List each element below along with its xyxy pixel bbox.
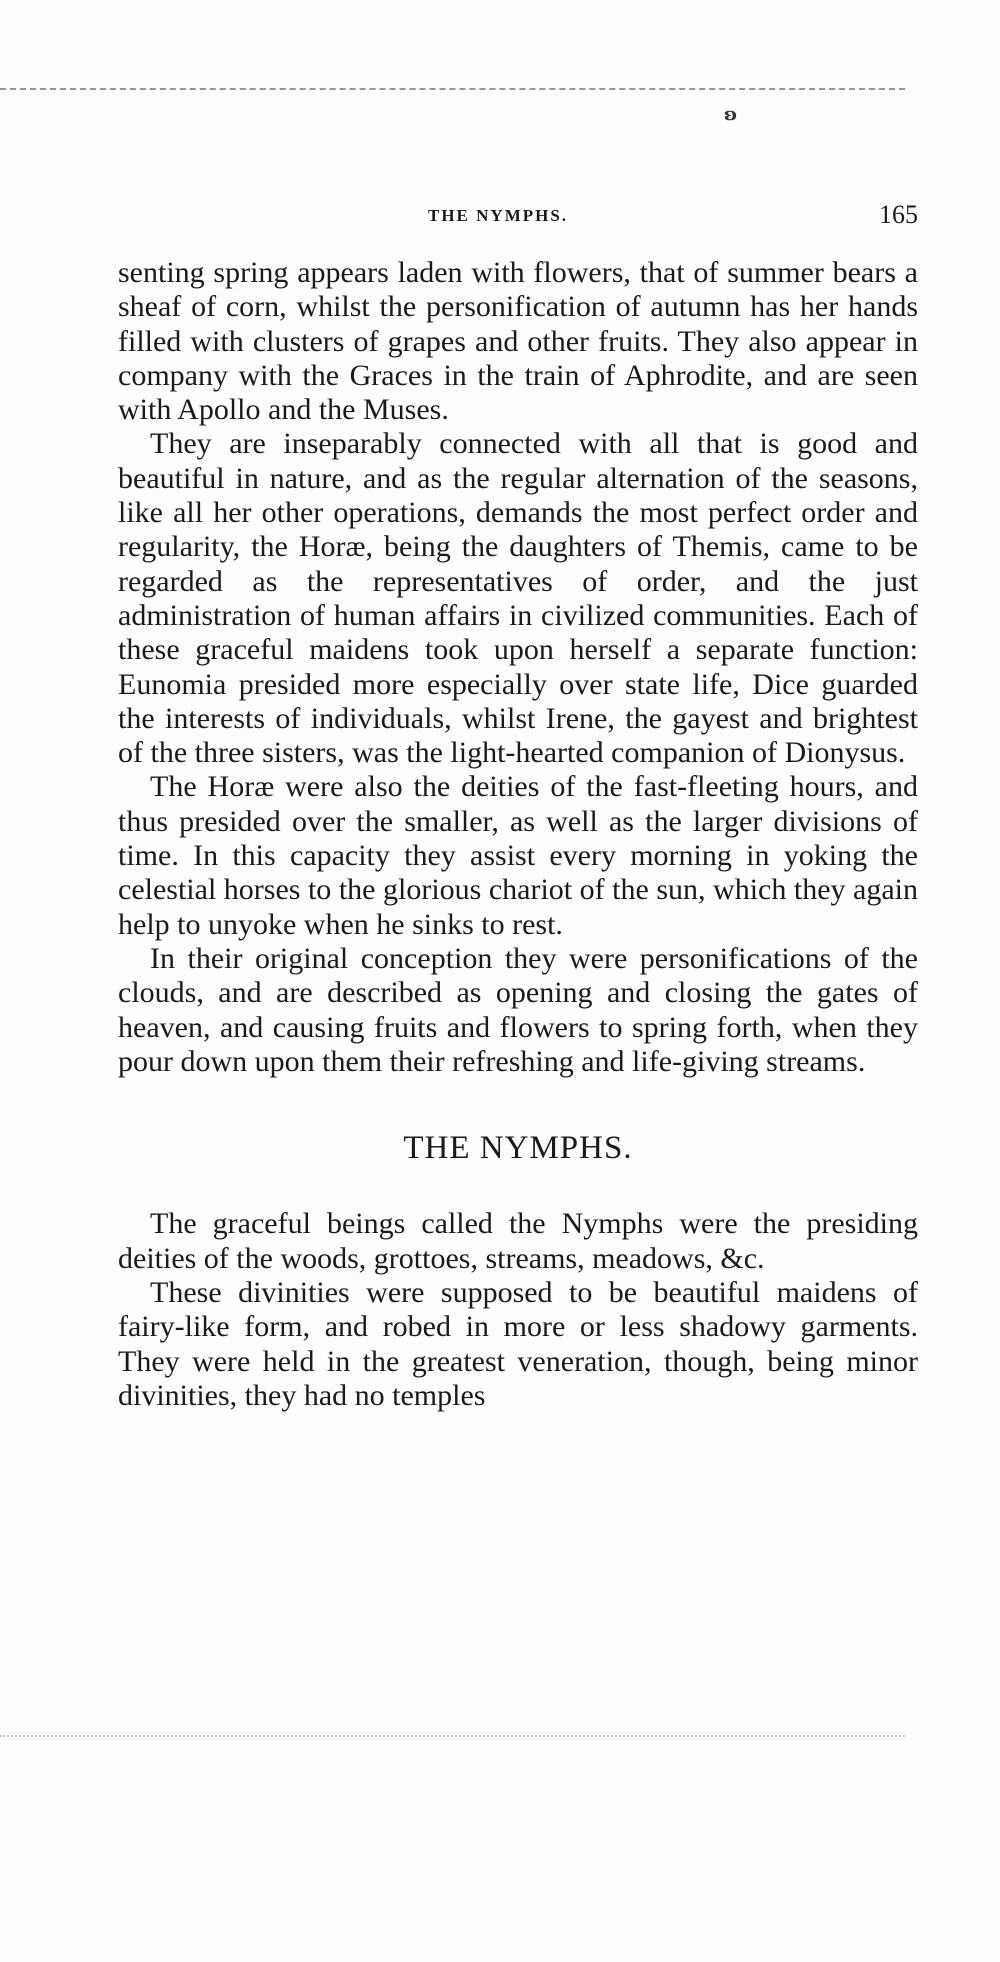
running-head	[118, 200, 918, 236]
text-block	[118, 256, 918, 1413]
bottom-scan-marks	[0, 1735, 905, 1737]
paragraph: The Horæ were also the deities of the fast-fleeting hours, and thus presided over the smaller, as well as the larger divisions of time. In this capacity they assist every morning in yoking the celestial horses to the glorious chariot of the sun, which they again help to unyoke when he sinks to rest.	[118, 770, 918, 941]
paragraph: They are inseparably connected with all that is good and beautiful in nature, and as the regular alternation of the seasons, like all her other operations, demands the most perfect order and regularity, the Horæ, being the daughters of Themis, came to be regarded as the representatives of order, and the just administration of human affairs in civilized communities. Each of these graceful maidens took upon herself a separate function: Eunomia presided more especially over state life, Dice guarded the interests of individuals, whilst Irene, the gayest and brightest of the three sisters, was the light-hearted companion of Dionysus.	[118, 427, 918, 770]
top-scan-rule	[0, 88, 905, 90]
paragraph: In their original conception they were personifications of the clouds, and are described as opening and closing the gates of heaven, and causing fruits and flowers to spring forth, when they pour down upon them their refreshing and life-giving streams.	[118, 941, 918, 1078]
paragraph: The graceful beings called the Nymphs were the presiding deities of the woods, grottoes, streams, meadows, &c.	[118, 1207, 918, 1275]
page-number: 165	[879, 200, 918, 229]
paragraph: These divinities were supposed to be beautiful maidens of fairy-like form, and robed in more or less shadowy garments. They were held in the greatest veneration, though, being minor divinities, they had no temples	[118, 1276, 918, 1412]
running-title: THE NYMPHS.	[428, 206, 569, 225]
section-heading: THE NYMPHS.	[403, 1130, 633, 1167]
top-mark: ʚ	[724, 104, 737, 125]
paragraph: senting spring appears laden with flowers, that of summer bears a sheaf of corn, whilst the personification of autumn has her hands filled with clusters of grapes and other fruits. They also appear in company with the Graces in the train of Aphrodite, and are seen with Apollo and the Muses.	[118, 256, 918, 427]
